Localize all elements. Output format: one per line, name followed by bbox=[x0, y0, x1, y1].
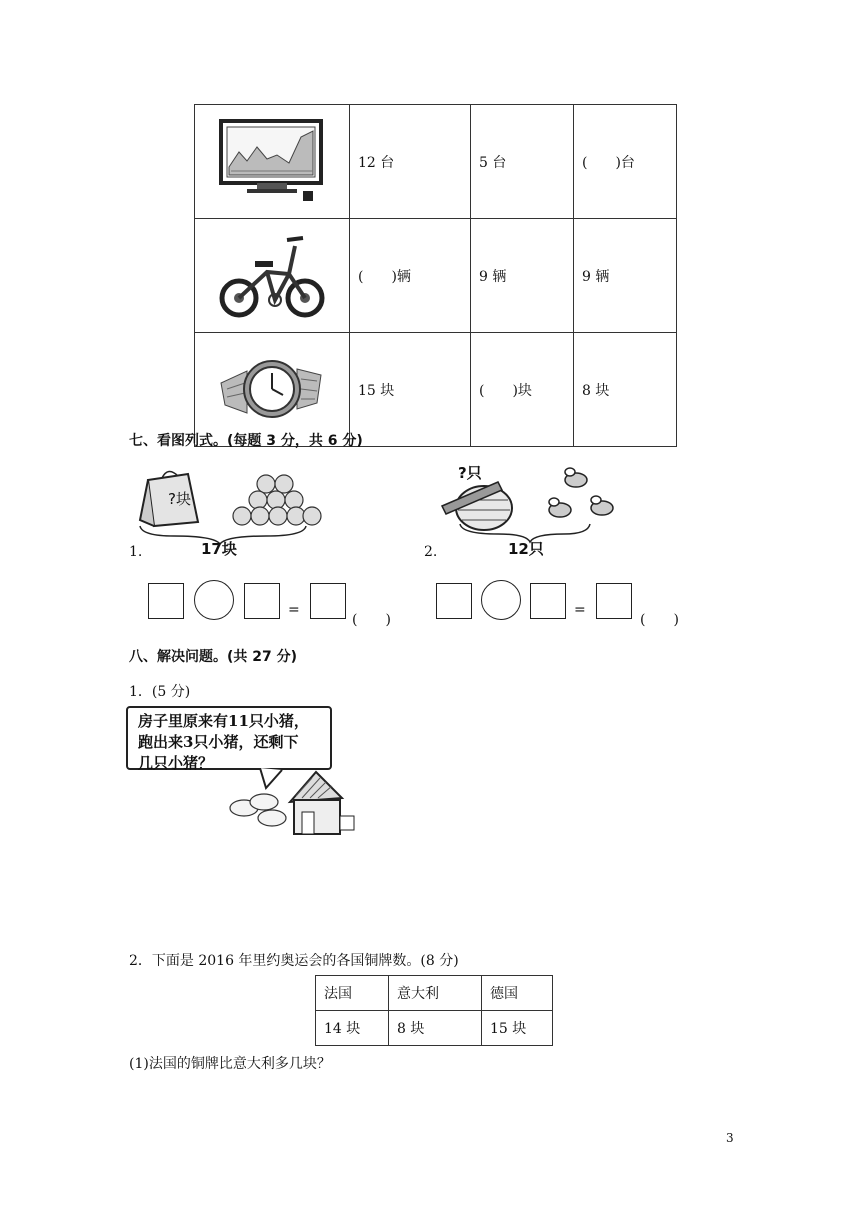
table-cell: 15 块 bbox=[350, 333, 471, 447]
bees-icon bbox=[549, 468, 613, 517]
unit-parentheses[interactable]: ( ) bbox=[640, 612, 679, 628]
table-cell: 5 台 bbox=[471, 105, 574, 219]
answer-box[interactable] bbox=[530, 583, 566, 619]
house-icon bbox=[290, 772, 354, 834]
table-cell[interactable]: ( )台 bbox=[574, 105, 677, 219]
answer-box[interactable] bbox=[436, 583, 472, 619]
question-1-label: 1．(5 分) bbox=[129, 684, 191, 700]
table-cell: 12 台 bbox=[350, 105, 471, 219]
table-cell: 8 块 bbox=[574, 333, 677, 447]
section-7-heading: 七、看图列式。(每题 3 分，共 6 分) bbox=[129, 433, 363, 449]
answer-box[interactable] bbox=[148, 583, 184, 619]
table-row bbox=[316, 1011, 553, 1046]
bag-label: ?块 bbox=[168, 490, 191, 508]
operator-circle[interactable] bbox=[194, 580, 234, 620]
watch-icon bbox=[217, 353, 327, 423]
page-number: 3 bbox=[726, 1131, 734, 1145]
brace-label-1: 17块 bbox=[201, 540, 237, 558]
table-cell: 9 辆 bbox=[471, 219, 574, 333]
pigs-icon bbox=[230, 794, 286, 826]
table-cell: 8 块 bbox=[389, 1011, 482, 1046]
pigs-house-illustration bbox=[220, 768, 360, 838]
beehive-icon bbox=[442, 482, 512, 530]
table-cell[interactable]: ( )辆 bbox=[350, 219, 471, 333]
equals-sign: = bbox=[288, 602, 300, 618]
bubble-line: 房子里原来有11只小猪， bbox=[138, 712, 309, 730]
sub-question-1: (1)法国的铜牌比意大利多几块？ bbox=[129, 1056, 331, 1072]
section-8-heading: 八、解决问题。(共 27 分) bbox=[129, 649, 298, 665]
bubble-line: 几只小猪？ bbox=[138, 754, 214, 772]
bubble-line: 跑出来3只小猪，还剩下 bbox=[138, 733, 299, 751]
operator-circle[interactable] bbox=[481, 580, 521, 620]
answer-box[interactable] bbox=[244, 583, 280, 619]
top-label-2: ?只 bbox=[458, 464, 482, 482]
answer-box[interactable] bbox=[596, 583, 632, 619]
table-cell: 9 辆 bbox=[574, 219, 677, 333]
speech-bubble bbox=[126, 706, 332, 770]
table-row bbox=[195, 105, 677, 219]
question-2-label: 2．下面是 2016 年里约奥运会的各国铜牌数。(8 分) bbox=[129, 953, 459, 969]
table-cell: 14 块 bbox=[316, 1011, 389, 1046]
question-number-1: 1. bbox=[129, 544, 143, 560]
question-number-2: 2. bbox=[424, 544, 438, 560]
bicycle-icon bbox=[217, 228, 327, 320]
table-cell[interactable]: ( )块 bbox=[471, 333, 574, 447]
cookies-icon bbox=[233, 475, 321, 525]
table-cell: 15 块 bbox=[482, 1011, 553, 1046]
unit-parentheses[interactable]: ( ) bbox=[352, 612, 391, 628]
brace-label-2: 12只 bbox=[508, 540, 544, 558]
answer-box[interactable] bbox=[310, 583, 346, 619]
quantity-table bbox=[194, 104, 677, 447]
table-header: 法国 bbox=[316, 976, 389, 1011]
table-header: 意大利 bbox=[389, 976, 482, 1011]
television-icon bbox=[217, 117, 327, 203]
table-header: 德国 bbox=[482, 976, 553, 1011]
table-cell-image bbox=[195, 105, 350, 219]
table-row bbox=[316, 976, 553, 1011]
table-row bbox=[195, 219, 677, 333]
medal-table bbox=[315, 975, 553, 1046]
table-cell-image bbox=[195, 219, 350, 333]
equals-sign: = bbox=[574, 602, 586, 618]
